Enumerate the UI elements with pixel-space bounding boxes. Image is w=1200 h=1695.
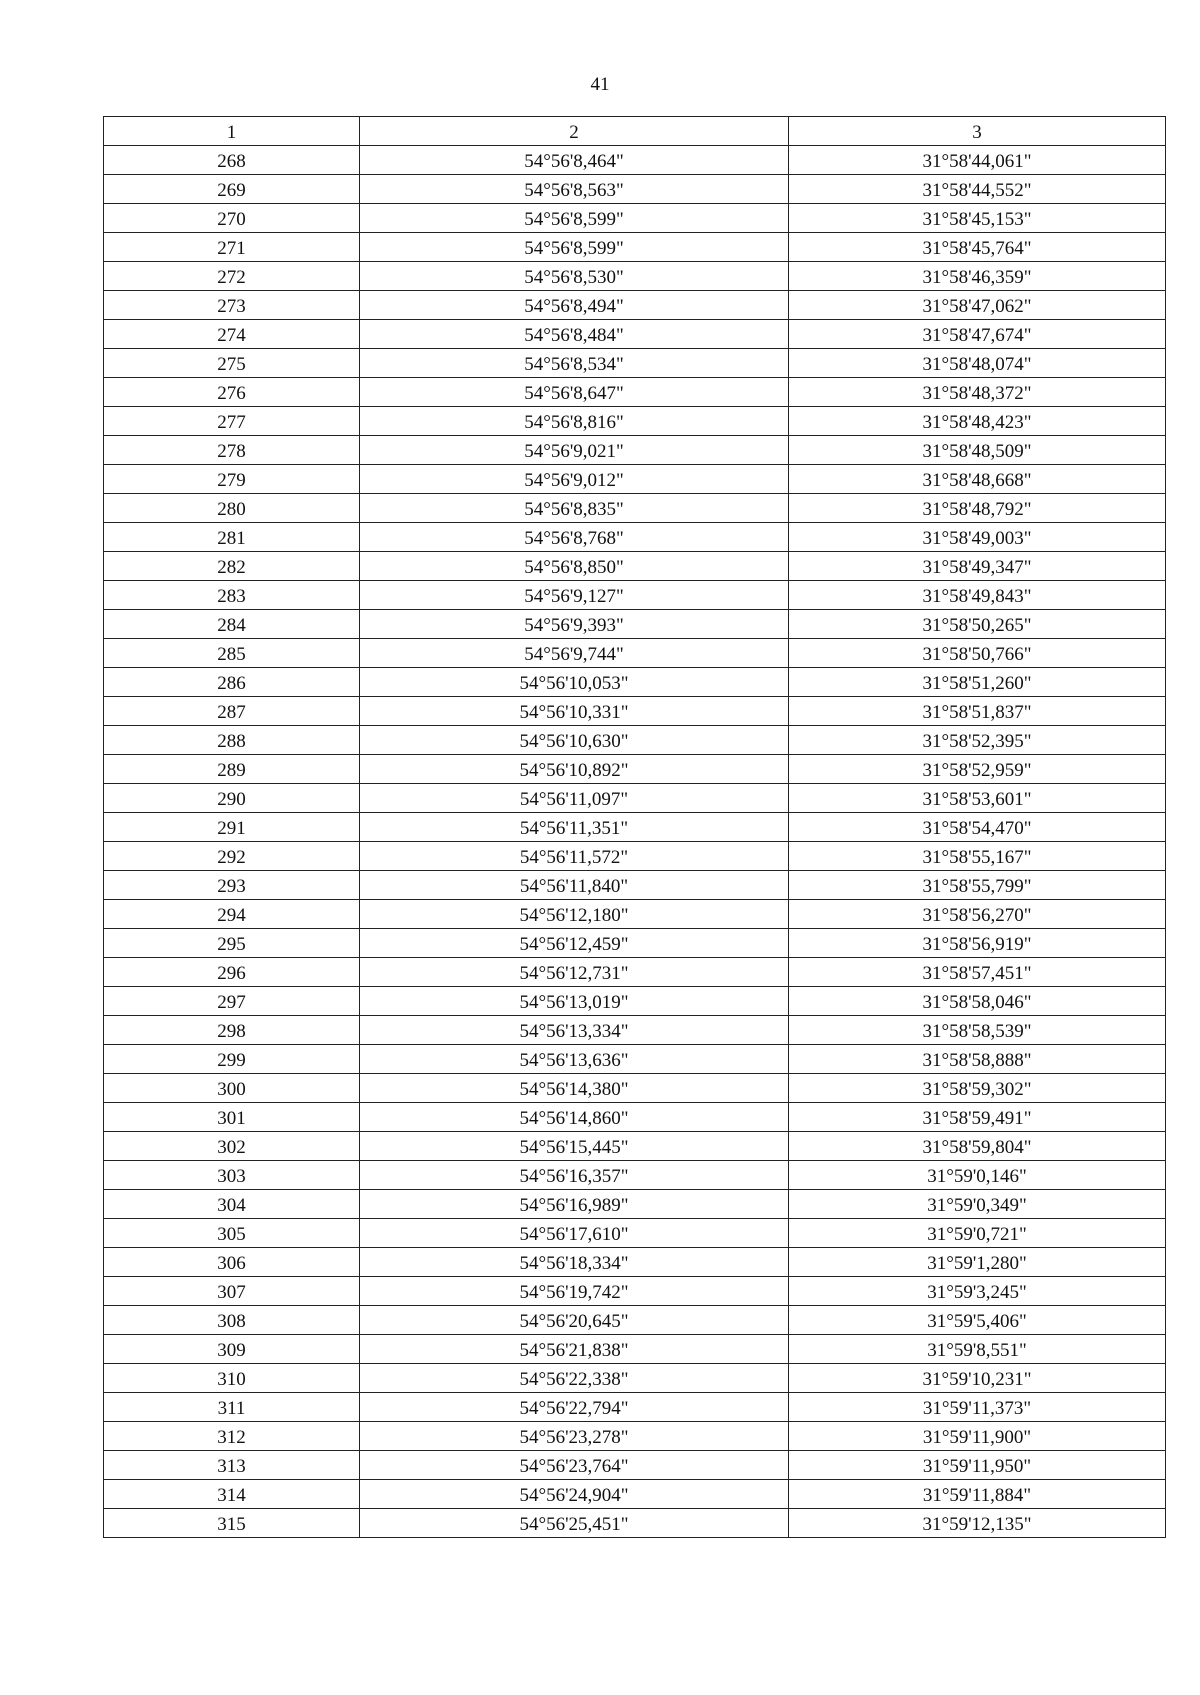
longitude-cell: 31°58'55,799" — [789, 871, 1166, 900]
longitude-cell: 31°58'44,552" — [789, 175, 1166, 204]
latitude-cell: 54°56'10,053" — [360, 668, 789, 697]
point-number-cell: 307 — [104, 1277, 360, 1306]
latitude-cell: 54°56'8,484" — [360, 320, 789, 349]
point-number-cell: 288 — [104, 726, 360, 755]
longitude-cell: 31°58'57,451" — [789, 958, 1166, 987]
point-number-cell: 297 — [104, 987, 360, 1016]
latitude-cell: 54°56'8,835" — [360, 494, 789, 523]
column-header-3: 3 — [789, 117, 1166, 146]
point-number-cell: 291 — [104, 813, 360, 842]
longitude-cell: 31°58'58,539" — [789, 1016, 1166, 1045]
point-number-cell: 287 — [104, 697, 360, 726]
point-number-cell: 289 — [104, 755, 360, 784]
table-row — [104, 233, 1166, 262]
latitude-cell: 54°56'16,989" — [360, 1190, 789, 1219]
point-number-cell: 294 — [104, 900, 360, 929]
table-row — [104, 1016, 1166, 1045]
point-number-cell: 308 — [104, 1306, 360, 1335]
table-row — [104, 407, 1166, 436]
longitude-cell: 31°58'59,804" — [789, 1132, 1166, 1161]
table-row — [104, 842, 1166, 871]
latitude-cell: 54°56'8,494" — [360, 291, 789, 320]
longitude-cell: 31°59'11,950" — [789, 1451, 1166, 1480]
point-number-cell: 275 — [104, 349, 360, 378]
table-row — [104, 262, 1166, 291]
longitude-cell: 31°58'50,766" — [789, 639, 1166, 668]
latitude-cell: 54°56'22,794" — [360, 1393, 789, 1422]
longitude-cell: 31°58'58,046" — [789, 987, 1166, 1016]
point-number-cell: 269 — [104, 175, 360, 204]
table-row — [104, 378, 1166, 407]
table-row — [104, 987, 1166, 1016]
latitude-cell: 54°56'9,012" — [360, 465, 789, 494]
point-number-cell: 279 — [104, 465, 360, 494]
longitude-cell: 31°58'47,062" — [789, 291, 1166, 320]
point-number-cell: 271 — [104, 233, 360, 262]
table-row — [104, 1190, 1166, 1219]
table-row — [104, 1306, 1166, 1335]
table-row — [104, 610, 1166, 639]
longitude-cell: 31°58'46,359" — [789, 262, 1166, 291]
table-row — [104, 1132, 1166, 1161]
header-row — [104, 117, 1166, 146]
point-number-cell: 306 — [104, 1248, 360, 1277]
longitude-cell: 31°58'48,372" — [789, 378, 1166, 407]
point-number-cell: 299 — [104, 1045, 360, 1074]
table-row — [104, 755, 1166, 784]
table-row — [104, 146, 1166, 175]
table-row — [104, 1161, 1166, 1190]
longitude-cell: 31°59'11,373" — [789, 1393, 1166, 1422]
longitude-cell: 31°58'49,347" — [789, 552, 1166, 581]
coordinates-table — [103, 116, 1166, 1538]
table-row — [104, 291, 1166, 320]
longitude-cell: 31°59'0,349" — [789, 1190, 1166, 1219]
point-number-cell: 312 — [104, 1422, 360, 1451]
point-number-cell: 302 — [104, 1132, 360, 1161]
table-row — [104, 1074, 1166, 1103]
point-number-cell: 277 — [104, 407, 360, 436]
longitude-cell: 31°58'48,423" — [789, 407, 1166, 436]
point-number-cell: 274 — [104, 320, 360, 349]
latitude-cell: 54°56'24,904" — [360, 1480, 789, 1509]
latitude-cell: 54°56'11,351" — [360, 813, 789, 842]
longitude-cell: 31°58'48,668" — [789, 465, 1166, 494]
latitude-cell: 54°56'20,645" — [360, 1306, 789, 1335]
point-number-cell: 301 — [104, 1103, 360, 1132]
table-row — [104, 784, 1166, 813]
latitude-cell: 54°56'8,563" — [360, 175, 789, 204]
table-row — [104, 1335, 1166, 1364]
table-row — [104, 726, 1166, 755]
latitude-cell: 54°56'25,451" — [360, 1509, 789, 1538]
longitude-cell: 31°58'49,003" — [789, 523, 1166, 552]
table-row — [104, 349, 1166, 378]
longitude-cell: 31°58'59,302" — [789, 1074, 1166, 1103]
latitude-cell: 54°56'23,278" — [360, 1422, 789, 1451]
table-row — [104, 1451, 1166, 1480]
latitude-cell: 54°56'19,742" — [360, 1277, 789, 1306]
table-row — [104, 871, 1166, 900]
latitude-cell: 54°56'10,892" — [360, 755, 789, 784]
longitude-cell: 31°58'45,764" — [789, 233, 1166, 262]
longitude-cell: 31°58'58,888" — [789, 1045, 1166, 1074]
longitude-cell: 31°58'44,061" — [789, 146, 1166, 175]
latitude-cell: 54°56'18,334" — [360, 1248, 789, 1277]
latitude-cell: 54°56'9,021" — [360, 436, 789, 465]
point-number-cell: 295 — [104, 929, 360, 958]
table-body — [104, 146, 1166, 1538]
longitude-cell: 31°58'48,792" — [789, 494, 1166, 523]
point-number-cell: 313 — [104, 1451, 360, 1480]
point-number-cell: 303 — [104, 1161, 360, 1190]
table-row — [104, 204, 1166, 233]
latitude-cell: 54°56'12,731" — [360, 958, 789, 987]
point-number-cell: 293 — [104, 871, 360, 900]
table-row — [104, 523, 1166, 552]
point-number-cell: 292 — [104, 842, 360, 871]
table-row — [104, 1219, 1166, 1248]
table-row — [104, 1103, 1166, 1132]
latitude-cell: 54°56'9,127" — [360, 581, 789, 610]
latitude-cell: 54°56'13,334" — [360, 1016, 789, 1045]
latitude-cell: 54°56'8,599" — [360, 233, 789, 262]
latitude-cell: 54°56'14,860" — [360, 1103, 789, 1132]
longitude-cell: 31°59'3,245" — [789, 1277, 1166, 1306]
latitude-cell: 54°56'8,647" — [360, 378, 789, 407]
longitude-cell: 31°59'1,280" — [789, 1248, 1166, 1277]
point-number-cell: 268 — [104, 146, 360, 175]
point-number-cell: 286 — [104, 668, 360, 697]
longitude-cell: 31°58'51,837" — [789, 697, 1166, 726]
point-number-cell: 305 — [104, 1219, 360, 1248]
point-number-cell: 300 — [104, 1074, 360, 1103]
longitude-cell: 31°59'10,231" — [789, 1364, 1166, 1393]
point-number-cell: 314 — [104, 1480, 360, 1509]
longitude-cell: 31°59'0,721" — [789, 1219, 1166, 1248]
longitude-cell: 31°58'47,674" — [789, 320, 1166, 349]
longitude-cell: 31°59'0,146" — [789, 1161, 1166, 1190]
point-number-cell: 309 — [104, 1335, 360, 1364]
point-number-cell: 270 — [104, 204, 360, 233]
point-number-cell: 285 — [104, 639, 360, 668]
latitude-cell: 54°56'8,768" — [360, 523, 789, 552]
table-row — [104, 1509, 1166, 1538]
longitude-cell: 31°59'11,884" — [789, 1480, 1166, 1509]
table-row — [104, 1364, 1166, 1393]
longitude-cell: 31°58'50,265" — [789, 610, 1166, 639]
table-row — [104, 465, 1166, 494]
longitude-cell: 31°58'59,491" — [789, 1103, 1166, 1132]
point-number-cell: 280 — [104, 494, 360, 523]
point-number-cell: 283 — [104, 581, 360, 610]
point-number-cell: 311 — [104, 1393, 360, 1422]
longitude-cell: 31°58'56,919" — [789, 929, 1166, 958]
table-row — [104, 494, 1166, 523]
latitude-cell: 54°56'12,180" — [360, 900, 789, 929]
point-number-cell: 298 — [104, 1016, 360, 1045]
point-number-cell: 281 — [104, 523, 360, 552]
table-row — [104, 1393, 1166, 1422]
latitude-cell: 54°56'11,097" — [360, 784, 789, 813]
table-row — [104, 320, 1166, 349]
table-row — [104, 175, 1166, 204]
longitude-cell: 31°58'49,843" — [789, 581, 1166, 610]
point-number-cell: 290 — [104, 784, 360, 813]
latitude-cell: 54°56'8,534" — [360, 349, 789, 378]
longitude-cell: 31°58'48,074" — [789, 349, 1166, 378]
point-number-cell: 276 — [104, 378, 360, 407]
table-row — [104, 697, 1166, 726]
longitude-cell: 31°59'8,551" — [789, 1335, 1166, 1364]
longitude-cell: 31°58'52,959" — [789, 755, 1166, 784]
latitude-cell: 54°56'23,764" — [360, 1451, 789, 1480]
table-row — [104, 1480, 1166, 1509]
latitude-cell: 54°56'13,636" — [360, 1045, 789, 1074]
longitude-cell: 31°58'45,153" — [789, 204, 1166, 233]
table-row — [104, 1422, 1166, 1451]
point-number-cell: 272 — [104, 262, 360, 291]
table-row — [104, 958, 1166, 987]
longitude-cell: 31°58'54,470" — [789, 813, 1166, 842]
point-number-cell: 310 — [104, 1364, 360, 1393]
latitude-cell: 54°56'8,816" — [360, 407, 789, 436]
table-row — [104, 929, 1166, 958]
table-row — [104, 581, 1166, 610]
table-row — [104, 813, 1166, 842]
table-row — [104, 436, 1166, 465]
point-number-cell: 315 — [104, 1509, 360, 1538]
page-number: 41 — [590, 74, 610, 95]
latitude-cell: 54°56'13,019" — [360, 987, 789, 1016]
latitude-cell: 54°56'8,850" — [360, 552, 789, 581]
latitude-cell: 54°56'12,459" — [360, 929, 789, 958]
table-row — [104, 900, 1166, 929]
latitude-cell: 54°56'8,530" — [360, 262, 789, 291]
table-row — [104, 1277, 1166, 1306]
latitude-cell: 54°56'9,744" — [360, 639, 789, 668]
longitude-cell: 31°58'55,167" — [789, 842, 1166, 871]
point-number-cell: 278 — [104, 436, 360, 465]
latitude-cell: 54°56'8,599" — [360, 204, 789, 233]
point-number-cell: 304 — [104, 1190, 360, 1219]
latitude-cell: 54°56'8,464" — [360, 146, 789, 175]
latitude-cell: 54°56'16,357" — [360, 1161, 789, 1190]
longitude-cell: 31°58'53,601" — [789, 784, 1166, 813]
table-row — [104, 639, 1166, 668]
table-row — [104, 668, 1166, 697]
latitude-cell: 54°56'10,630" — [360, 726, 789, 755]
point-number-cell: 296 — [104, 958, 360, 987]
table-header — [104, 117, 1166, 146]
table-row — [104, 1248, 1166, 1277]
longitude-cell: 31°58'48,509" — [789, 436, 1166, 465]
column-header-1: 1 — [104, 117, 360, 146]
longitude-cell: 31°59'5,406" — [789, 1306, 1166, 1335]
latitude-cell: 54°56'11,572" — [360, 842, 789, 871]
point-number-cell: 284 — [104, 610, 360, 639]
longitude-cell: 31°59'12,135" — [789, 1509, 1166, 1538]
latitude-cell: 54°56'10,331" — [360, 697, 789, 726]
latitude-cell: 54°56'9,393" — [360, 610, 789, 639]
latitude-cell: 54°56'14,380" — [360, 1074, 789, 1103]
table-row — [104, 1045, 1166, 1074]
longitude-cell: 31°58'52,395" — [789, 726, 1166, 755]
latitude-cell: 54°56'17,610" — [360, 1219, 789, 1248]
longitude-cell: 31°58'51,260" — [789, 668, 1166, 697]
latitude-cell: 54°56'21,838" — [360, 1335, 789, 1364]
latitude-cell: 54°56'15,445" — [360, 1132, 789, 1161]
column-header-2: 2 — [360, 117, 789, 146]
table-row — [104, 552, 1166, 581]
point-number-cell: 282 — [104, 552, 360, 581]
latitude-cell: 54°56'22,338" — [360, 1364, 789, 1393]
longitude-cell: 31°58'56,270" — [789, 900, 1166, 929]
longitude-cell: 31°59'11,900" — [789, 1422, 1166, 1451]
point-number-cell: 273 — [104, 291, 360, 320]
latitude-cell: 54°56'11,840" — [360, 871, 789, 900]
